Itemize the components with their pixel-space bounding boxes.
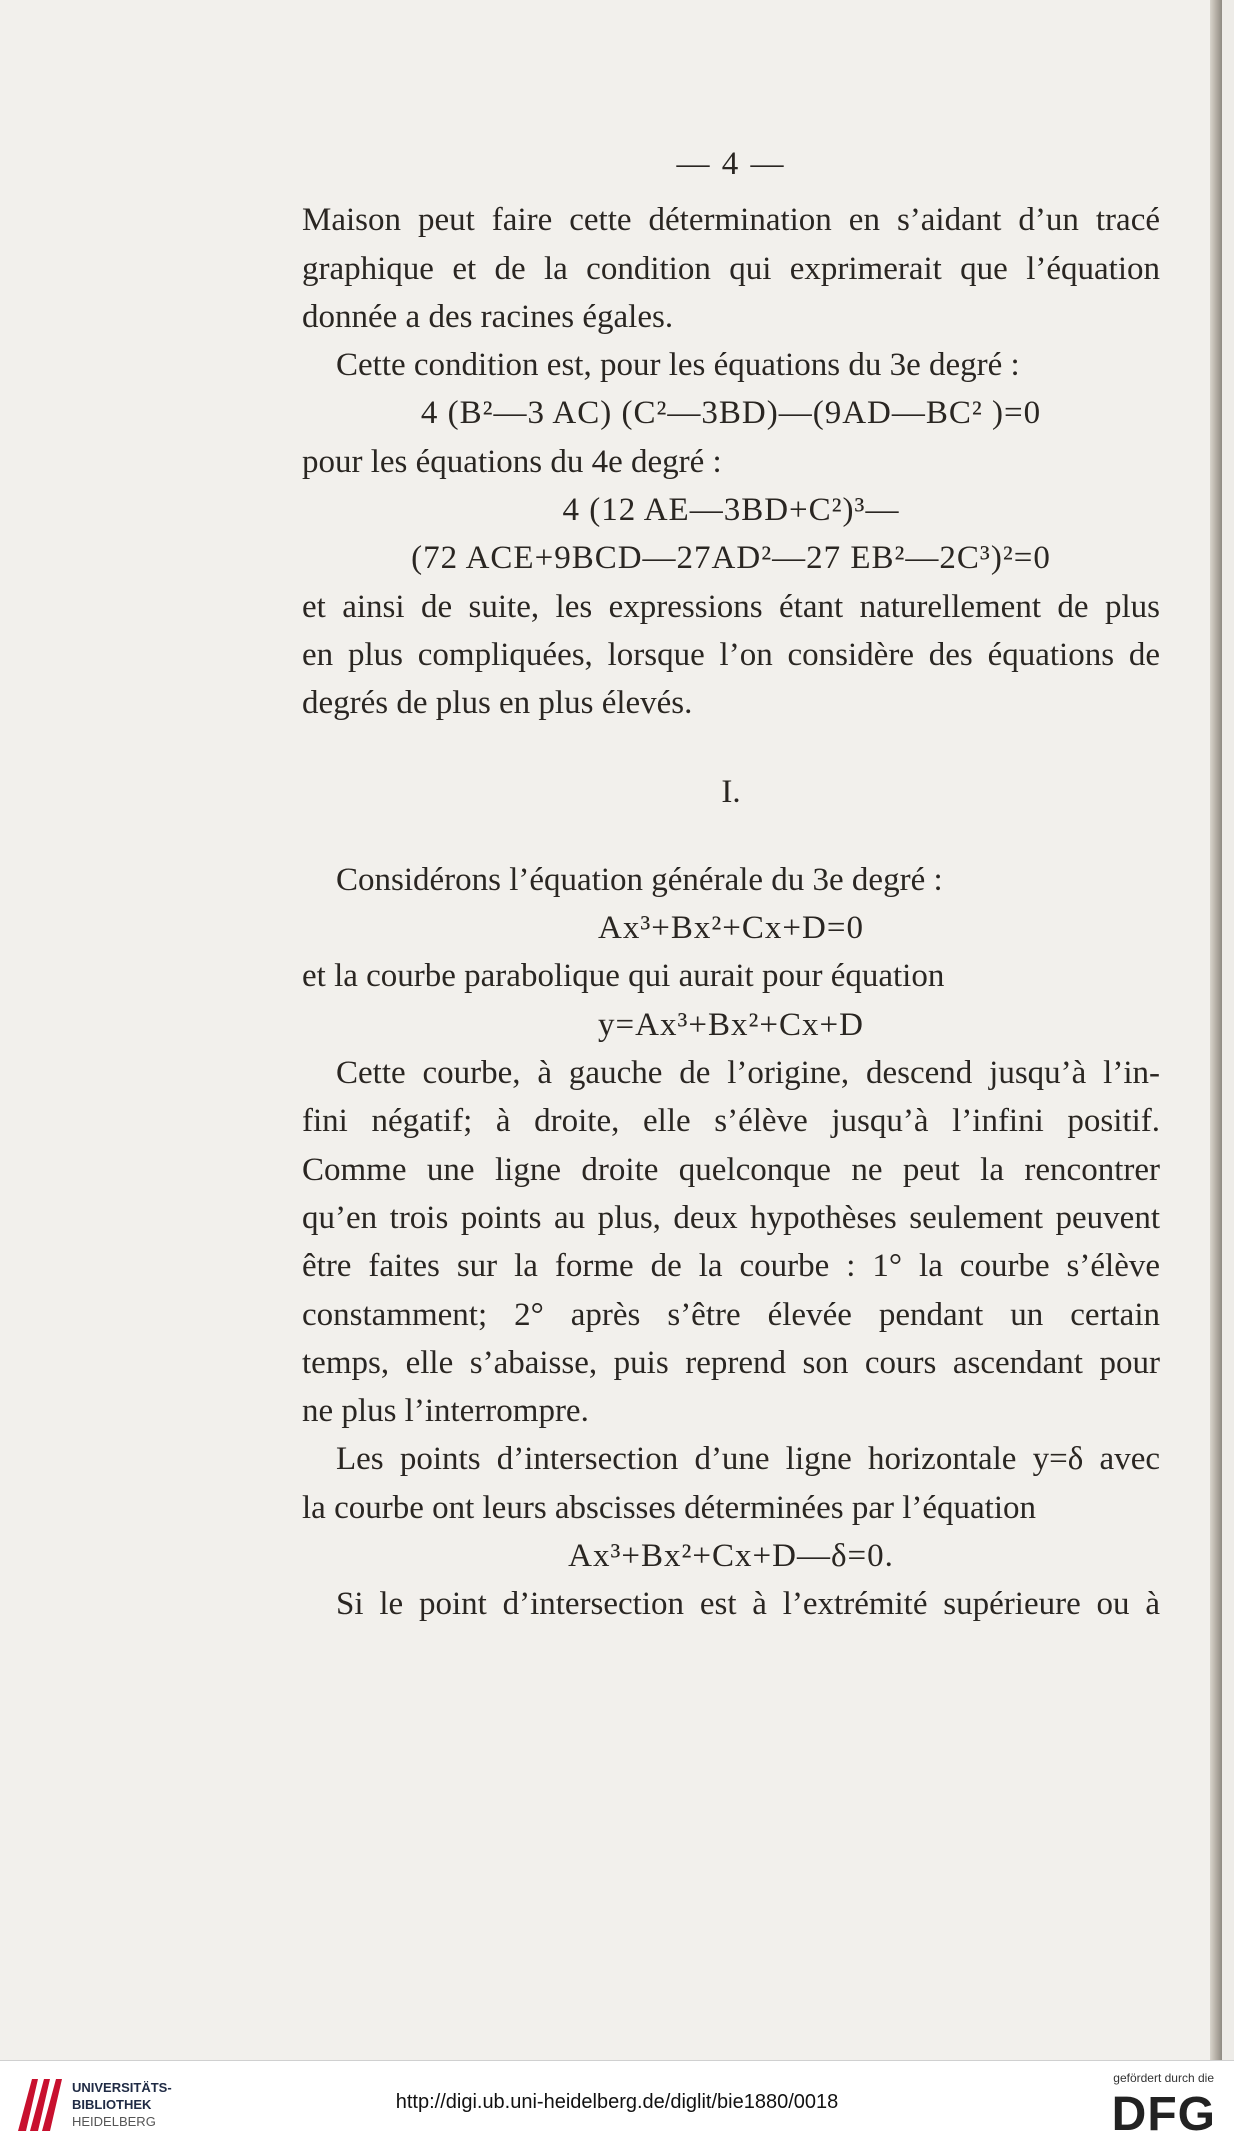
permalink[interactable]: http://digi.ub.uni-heidelberg.de/diglit/bie1880/0018 [395,2091,839,2113]
text-line: Maison peut faire cette détermination en s’aidant d’un tracé [302,202,1160,239]
page-edge [1210,0,1222,2060]
library-name-line-3: HEIDELBERG [72,2114,156,2129]
text-line: Si le point d’intersection est à l’extrémité supérieure ou à [336,1586,1160,1623]
text-line: Comme une ligne droite quelconque ne peut la rencontrer [302,1151,1160,1188]
text-line: constamment; 2° après s’être élevée pendant un certain [302,1296,1160,1333]
dfg-logo: DFG [1111,2088,1216,2141]
text-line: temps, elle s’abaisse, puis reprend son cours ascendant pour [302,1344,1160,1381]
equation-4th-degree-line-2: (72 ACE+9BCD—27AD²—27 EB²—2C³)²=0 [411,540,1051,577]
text-line: Cette courbe, à gauche de l’origine, descend jusqu’à l’in- [336,1055,1160,1092]
text-line: ne plus l’interrompre. [302,1393,589,1430]
curve-intro: et la courbe parabolique qui aurait pour équation [302,958,945,995]
condition-intro: Cette condition est, pour les équations du 3e degré : [336,347,1020,384]
text-line: la courbe ont leurs abscisses déterminées par l’équation [302,1489,1036,1526]
equation-4th-degree-line-1: 4 (12 AE—3BD+C²)³— [562,492,900,529]
footer-bar [0,2060,1234,2150]
fourth-degree-intro: pour les équations du 4e degré : [302,443,722,480]
library-name-line-2: BIBLIOTHEK [72,2097,152,2112]
equation-3rd-degree: 4 (B²—3 AC) (C²—3BD)—(9AD—BC² )=0 [420,395,1042,432]
text-line: graphique et de la condition qui exprimerait que l’équation [302,250,1160,287]
text-line: fini négatif; à droite, elle s’élève jusqu’à l’infini positif. [302,1103,1160,1140]
text-line: et ainsi de suite, les expressions étant naturellement de plus [302,588,1160,625]
equation-intersection: Ax³+Bx²+Cx+D—δ=0. [568,1538,894,1575]
text-line: être faites sur la forme de la courbe : 1° la courbe s’élève [302,1248,1160,1285]
text-line: donnée a des racines égales. [302,298,674,335]
general-equation-intro: Considérons l’équation générale du 3e degré : [336,861,943,898]
text-line: en plus compliquées, lorsque l’on considère des équations de [302,636,1160,673]
library-name-line-1: UNIVERSITÄTS- [72,2080,172,2095]
text-line: qu’en trois points au plus, deux hypothèses seulement peuvent [302,1199,1160,1236]
text-line: Les points d’intersection d’une ligne horizontale y=δ avec [336,1441,1160,1478]
section-heading: I. [721,773,741,810]
text-line: degrés de plus en plus élevés. [302,685,693,722]
funder-caption: gefördert durch die [1113,2071,1214,2085]
equation-general: Ax³+Bx²+Cx+D=0 [598,910,864,947]
page-text [302,140,1160,1629]
equation-curve: y=Ax³+Bx²+Cx+D [598,1006,864,1043]
page-number: — 4 — [676,146,786,182]
